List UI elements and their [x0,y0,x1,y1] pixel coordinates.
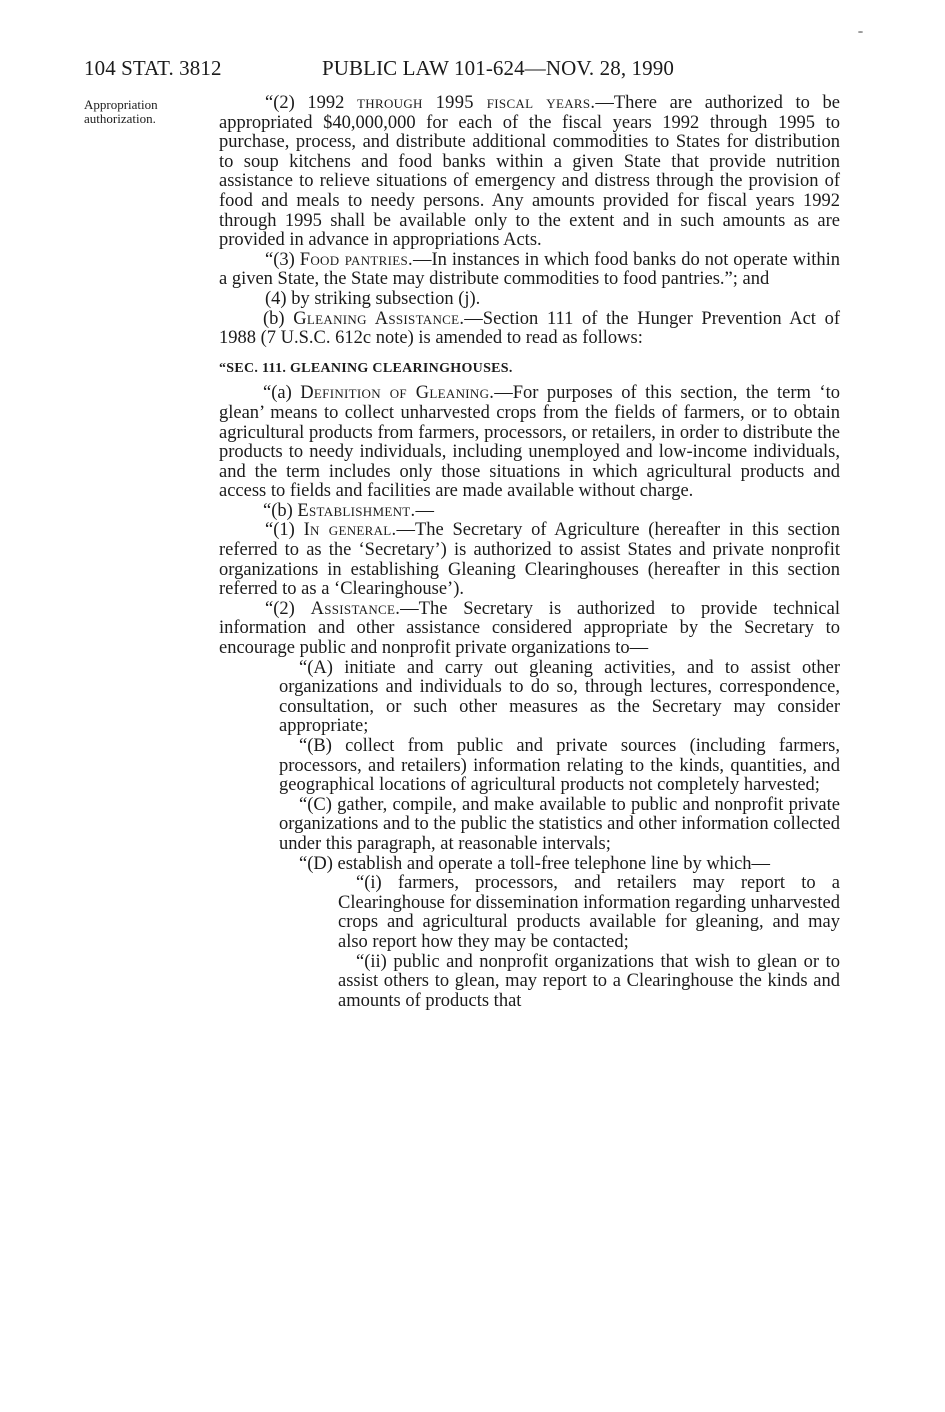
paragraph-lead: “(2) 1992 [265,93,358,113]
public-law-title: PUBLIC LAW 101-624—NOV. 28, 1990 [322,56,674,80]
subparagraph-b: “(B) collect from public and private sources (including farmers, processors, and retailers) information relating to the kinds, quantities, and geographical locations of agricultural products not completely harvested; [279,736,840,796]
paragraph-heading: through 1995 fiscal years. [357,93,596,113]
paragraph-heading: Gleaning Assistance. [293,308,465,329]
paragraph-lead: “(2) [265,598,311,619]
paragraph-lead: “(a) [263,383,301,404]
clause-i: “(i) farmers, processors, and retailers may report to a Clearinghouse for dissemination information regarding unharvested crops and agricultural products available for gleaning, and may also report how they may be contacted; [338,873,840,952]
paragraph-heading: Establishment. [297,500,416,521]
paragraph-text: —The Secretary is authorized to provide technical information and other assistance considered appropriate by the Secretary to encourage public and nonprofit private organizations to— [219,598,840,659]
paragraph-1-in-general [219,521,840,599]
paragraph-text: — [415,500,434,521]
paragraph-text: —For purposes of this section, the term ‘to glean’ means to collect unharvested crops from the fields of farmers, or to obtain agricultural products from farmers, processors, or retailers, in order to distribute the products to needy individuals, including unemployed and low-income individuals, and the term includes only those situations in which agricultural products and access to fields and facilities are made available without charge. [219,383,840,502]
paragraph-heading: Assistance. [310,598,401,619]
paragraph-lead: “(b) [263,500,298,521]
paragraph-2-fiscal-years [219,94,840,251]
paragraph-2-assistance [219,600,840,659]
subparagraph-d: “(D) establish and operate a toll-free telephone line by which— [299,853,771,874]
paragraph-lead: “(1) [265,520,304,541]
paragraph-text: —Section 111 of the Hunger Prevention Act of 1988 (7 U.S.C. 612c note) is amended to read as follows: [219,308,840,349]
subsection-a-definition [219,384,840,502]
paragraph-3-food-pantries [219,251,840,290]
subparagraph-a: “(A) initiate and carry out gleaning activities, and to assist other organizations and individuals to do so, through lectures, correspondence, consultation, or such other measures as the Secretary may consider appropriate; [279,657,840,737]
paragraph-heading: Definition of Gleaning. [300,383,495,404]
statute-text [219,94,840,1011]
margin-note-line: authorization. [84,111,156,126]
margin-note [84,98,158,126]
paragraph-4: (4) by striking subsection (j). [265,288,481,309]
page-header [84,56,674,81]
paragraph-text: —The Secretary of Agriculture (hereafter in this section referred to as the ‘Secretary’) is authorized to assist States and private nonprofit organizations in establishing Gleaning Clearinghouses (hereafter in this section referred to as a ‘Clearinghouse’). [219,520,840,600]
clause-ii: “(ii) public and nonprofit organizations that wish to glean or to assist others to glean, may report to a Clearinghouse the kinds and amounts of products that [338,951,840,1011]
scan-speck [858,31,863,33]
paragraph-heading: In general. [303,520,397,541]
subsection-b-establishment [219,502,840,522]
paragraph-heading: Food pantries. [299,249,413,270]
margin-note-line: Appropriation [84,97,158,112]
paragraph-text: —There are authorized to be appropriated $40,000,000 for each of the fiscal years 1992 through 1995 to purchase, process, and distribute additional commodities to States for distribution to soup kitchens and food banks within a given State that provide nutrition assistance to relieve situations of emergency and distress through the provision of food and meals to needy persons. Any amounts provided for fiscal years 1992 through 1995 shall be available only to the extent and in such amounts as are provided in advance in appropriations Acts. [219,93,840,251]
paragraph-lead: “(3) [265,249,300,270]
paragraph-text: —In instances in which food banks do not operate within a given State, the State may distribute commodities to food pantries.”; and [219,249,840,290]
stat-reference: 104 STAT. 3812 [84,56,222,80]
section-heading: “SEC. 111. GLEANING CLEARINGHOUSES. [219,360,513,376]
paragraph-lead: (b) [263,308,294,329]
subsection-b-gleaning-assistance [219,310,840,349]
subparagraph-c: “(C) gather, compile, and make available to public and nonprofit private organizations and to the public the statistics and other information collected under this paragraph, at reasonable intervals; [279,794,840,854]
